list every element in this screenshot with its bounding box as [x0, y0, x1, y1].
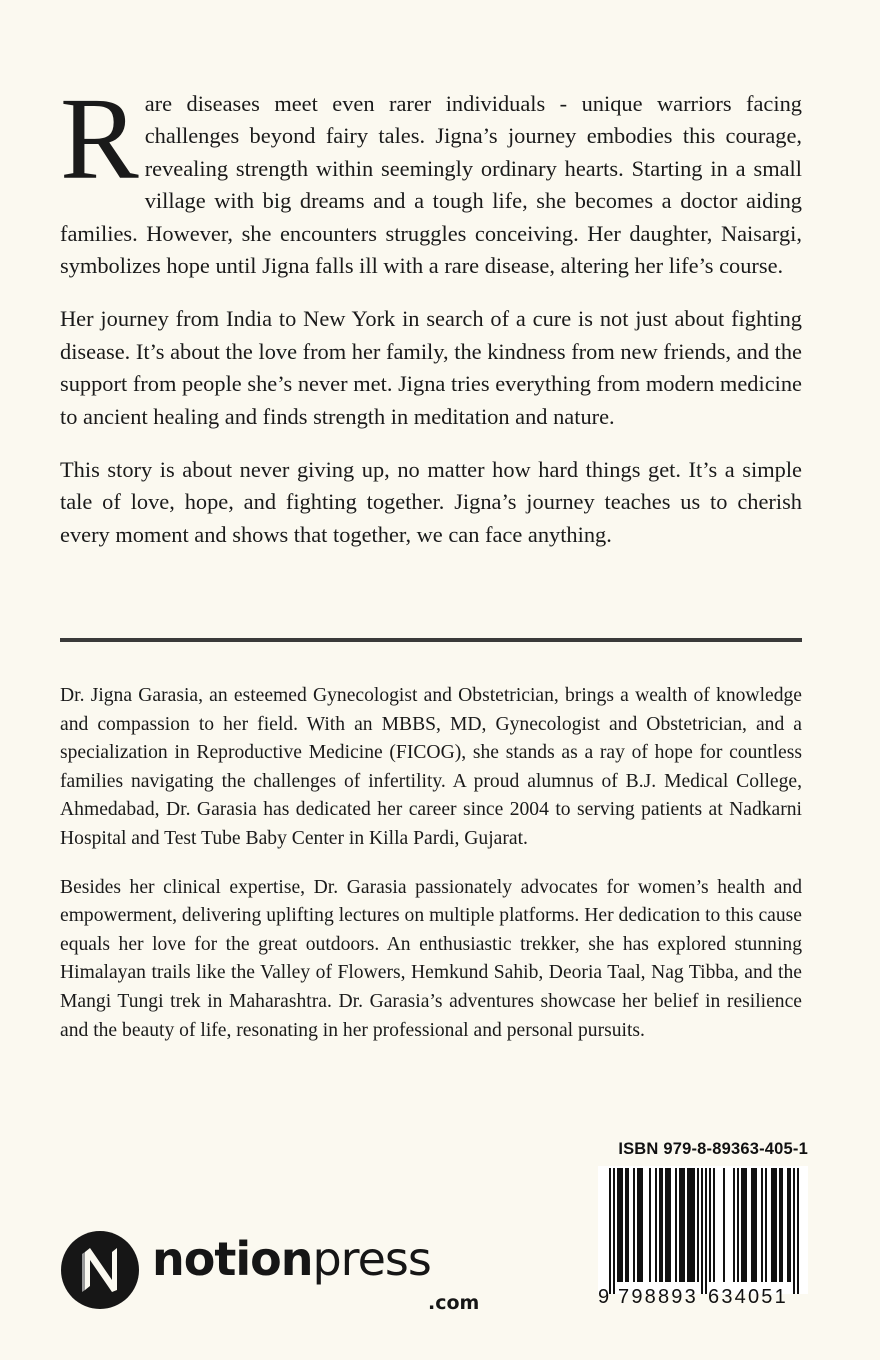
- publisher-domain: .com: [428, 1292, 480, 1314]
- barcode-digit-first: 9: [598, 1286, 610, 1308]
- barcode-bar: [713, 1168, 715, 1282]
- barcode-bar: [789, 1168, 791, 1282]
- bio-paragraph-2: Besides her clinical expertise, Dr. Garasia passionately advocates for women’s health and empowerment, delivering uplifting lectures on multiple platforms. Her dedication to this cause equals her love for the great outdoors. An enthusiastic trekker, she has explored stunning Himalayan trails like the Valley of Flowers, Hemkund Sahib, Deoria Taal, Nag Tibba, and the Mangi Tungi trek in Maharashtra. Dr. Garasia’s adventures showcase her belief in resilience and the beauty of life, resonating in her professional and personal pursuits.: [60, 876, 802, 1041]
- barcode-bar: [771, 1168, 773, 1282]
- barcode-bar: [741, 1168, 743, 1282]
- barcode-bar: [765, 1168, 767, 1282]
- barcode-bar: [679, 1168, 681, 1282]
- barcode-bar: [701, 1168, 703, 1294]
- barcode-bar: [693, 1168, 695, 1282]
- barcode-bar: [641, 1168, 643, 1282]
- barcode-bar: [787, 1168, 789, 1282]
- barcode-bar: [675, 1168, 677, 1282]
- barcode-bar: [683, 1168, 685, 1282]
- publisher-name-bold: notion: [152, 1232, 313, 1286]
- barcode-bar: [697, 1168, 699, 1282]
- blurb-paragraph-1-text: are diseases meet even rarer individuals - unique warriors facing challenges beyond fairy tales. Jigna’s journey embodies this courage, revealing strength within seemingly ordinary hearts. Starting in a small village with big dreams and a tough life, she becomes a doctor aiding families. However, she encounters struggles conceiving. Her daughter, Naisargi, symbolizes hope until Jigna falls ill with a rare disease, altering her life’s course.: [60, 91, 802, 279]
- barcode-bar: [781, 1168, 783, 1282]
- barcode-bar: [793, 1168, 795, 1294]
- barcode-bar: [627, 1168, 629, 1282]
- barcode-bar: [733, 1168, 735, 1282]
- barcode-bar: [619, 1168, 621, 1282]
- isbn-label: ISBN 979-8-89363-405-1: [618, 1140, 808, 1158]
- barcode-bar: [639, 1168, 641, 1282]
- barcode-bar: [755, 1168, 757, 1282]
- barcode-bar: [625, 1168, 627, 1282]
- barcode-bar: [751, 1168, 753, 1282]
- barcode-bar: [681, 1168, 683, 1282]
- drop-cap: R: [60, 73, 139, 204]
- blurb-paragraph-3: This story is about never giving up, no matter how hard things get. It’s a simple tale of love, hope, and fighting together. Jigna’s journey teaches us to cherish every moment and shows that together, we can face anything.: [60, 457, 802, 547]
- barcode-bar: [667, 1168, 669, 1282]
- barcode-bar: [737, 1168, 739, 1282]
- isbn-barcode-block: [598, 1140, 808, 1312]
- barcode-bar: [633, 1168, 635, 1282]
- blurb-paragraph-2: Her journey from India to New York in search of a cure is not just about fighting disease. It’s about the love from her family, the kindness from new friends, and the support from people she’s never met. Jigna tries everything from modern medicine to ancient healing and finds strength in meditation and nature.: [60, 306, 802, 429]
- barcode-bar: [753, 1168, 755, 1282]
- blurb-paragraph-1: [60, 73, 802, 282]
- section-divider: [60, 638, 802, 642]
- barcode: [598, 1166, 808, 1294]
- barcode-bar: [649, 1168, 651, 1282]
- barcode-digits-right: 634051: [708, 1286, 788, 1308]
- barcode-bar: [689, 1168, 691, 1282]
- barcode-bar: [655, 1168, 657, 1282]
- barcode-bar: [617, 1168, 619, 1282]
- barcode-bar: [613, 1168, 615, 1294]
- barcode-bar: [705, 1168, 707, 1294]
- barcode-bar: [659, 1168, 661, 1282]
- barcode-bar: [761, 1168, 763, 1282]
- back-cover-blurb: [60, 73, 802, 572]
- barcode-bar: [709, 1168, 711, 1282]
- barcode-bar: [609, 1168, 611, 1294]
- barcode-bar: [745, 1168, 747, 1282]
- barcode-bar: [661, 1168, 663, 1282]
- barcode-bar: [779, 1168, 781, 1282]
- barcode-bar: [669, 1168, 671, 1282]
- author-bio: [60, 682, 802, 1065]
- barcode-bar: [637, 1168, 639, 1282]
- barcode-bar: [621, 1168, 623, 1282]
- publisher-logo: [60, 1230, 480, 1314]
- publisher-wordmark: [152, 1234, 431, 1284]
- notionpress-logo-icon: [60, 1230, 140, 1310]
- barcode-bar: [665, 1168, 667, 1282]
- barcode-bar: [797, 1168, 799, 1294]
- barcode-bar: [775, 1168, 777, 1282]
- barcode-bar: [691, 1168, 693, 1282]
- bio-paragraph-1: Dr. Jigna Garasia, an esteemed Gynecologist and Obstetrician, brings a wealth of knowledge and compassion to her field. With an MBBS, MD, Gynecologist and Obstetrician, and a specialization in Reproductive Medicine (FICOG), she stands as a ray of hope for countless families navigating the challenges of infertility. A proud alumnus of B.J. Medical College, Ahmedabad, Dr. Garasia has dedicated her career since 2004 to serving patients at Nadkarni Hospital and Test Tube Baby Center in Killa Pardi, Gujarat.: [60, 685, 802, 849]
- barcode-bar: [773, 1168, 775, 1282]
- barcode-bar: [743, 1168, 745, 1282]
- barcode-digits-left: 798893: [618, 1286, 698, 1308]
- barcode-bar: [723, 1168, 725, 1282]
- barcode-bar: [687, 1168, 689, 1282]
- publisher-name-light: press: [312, 1232, 431, 1286]
